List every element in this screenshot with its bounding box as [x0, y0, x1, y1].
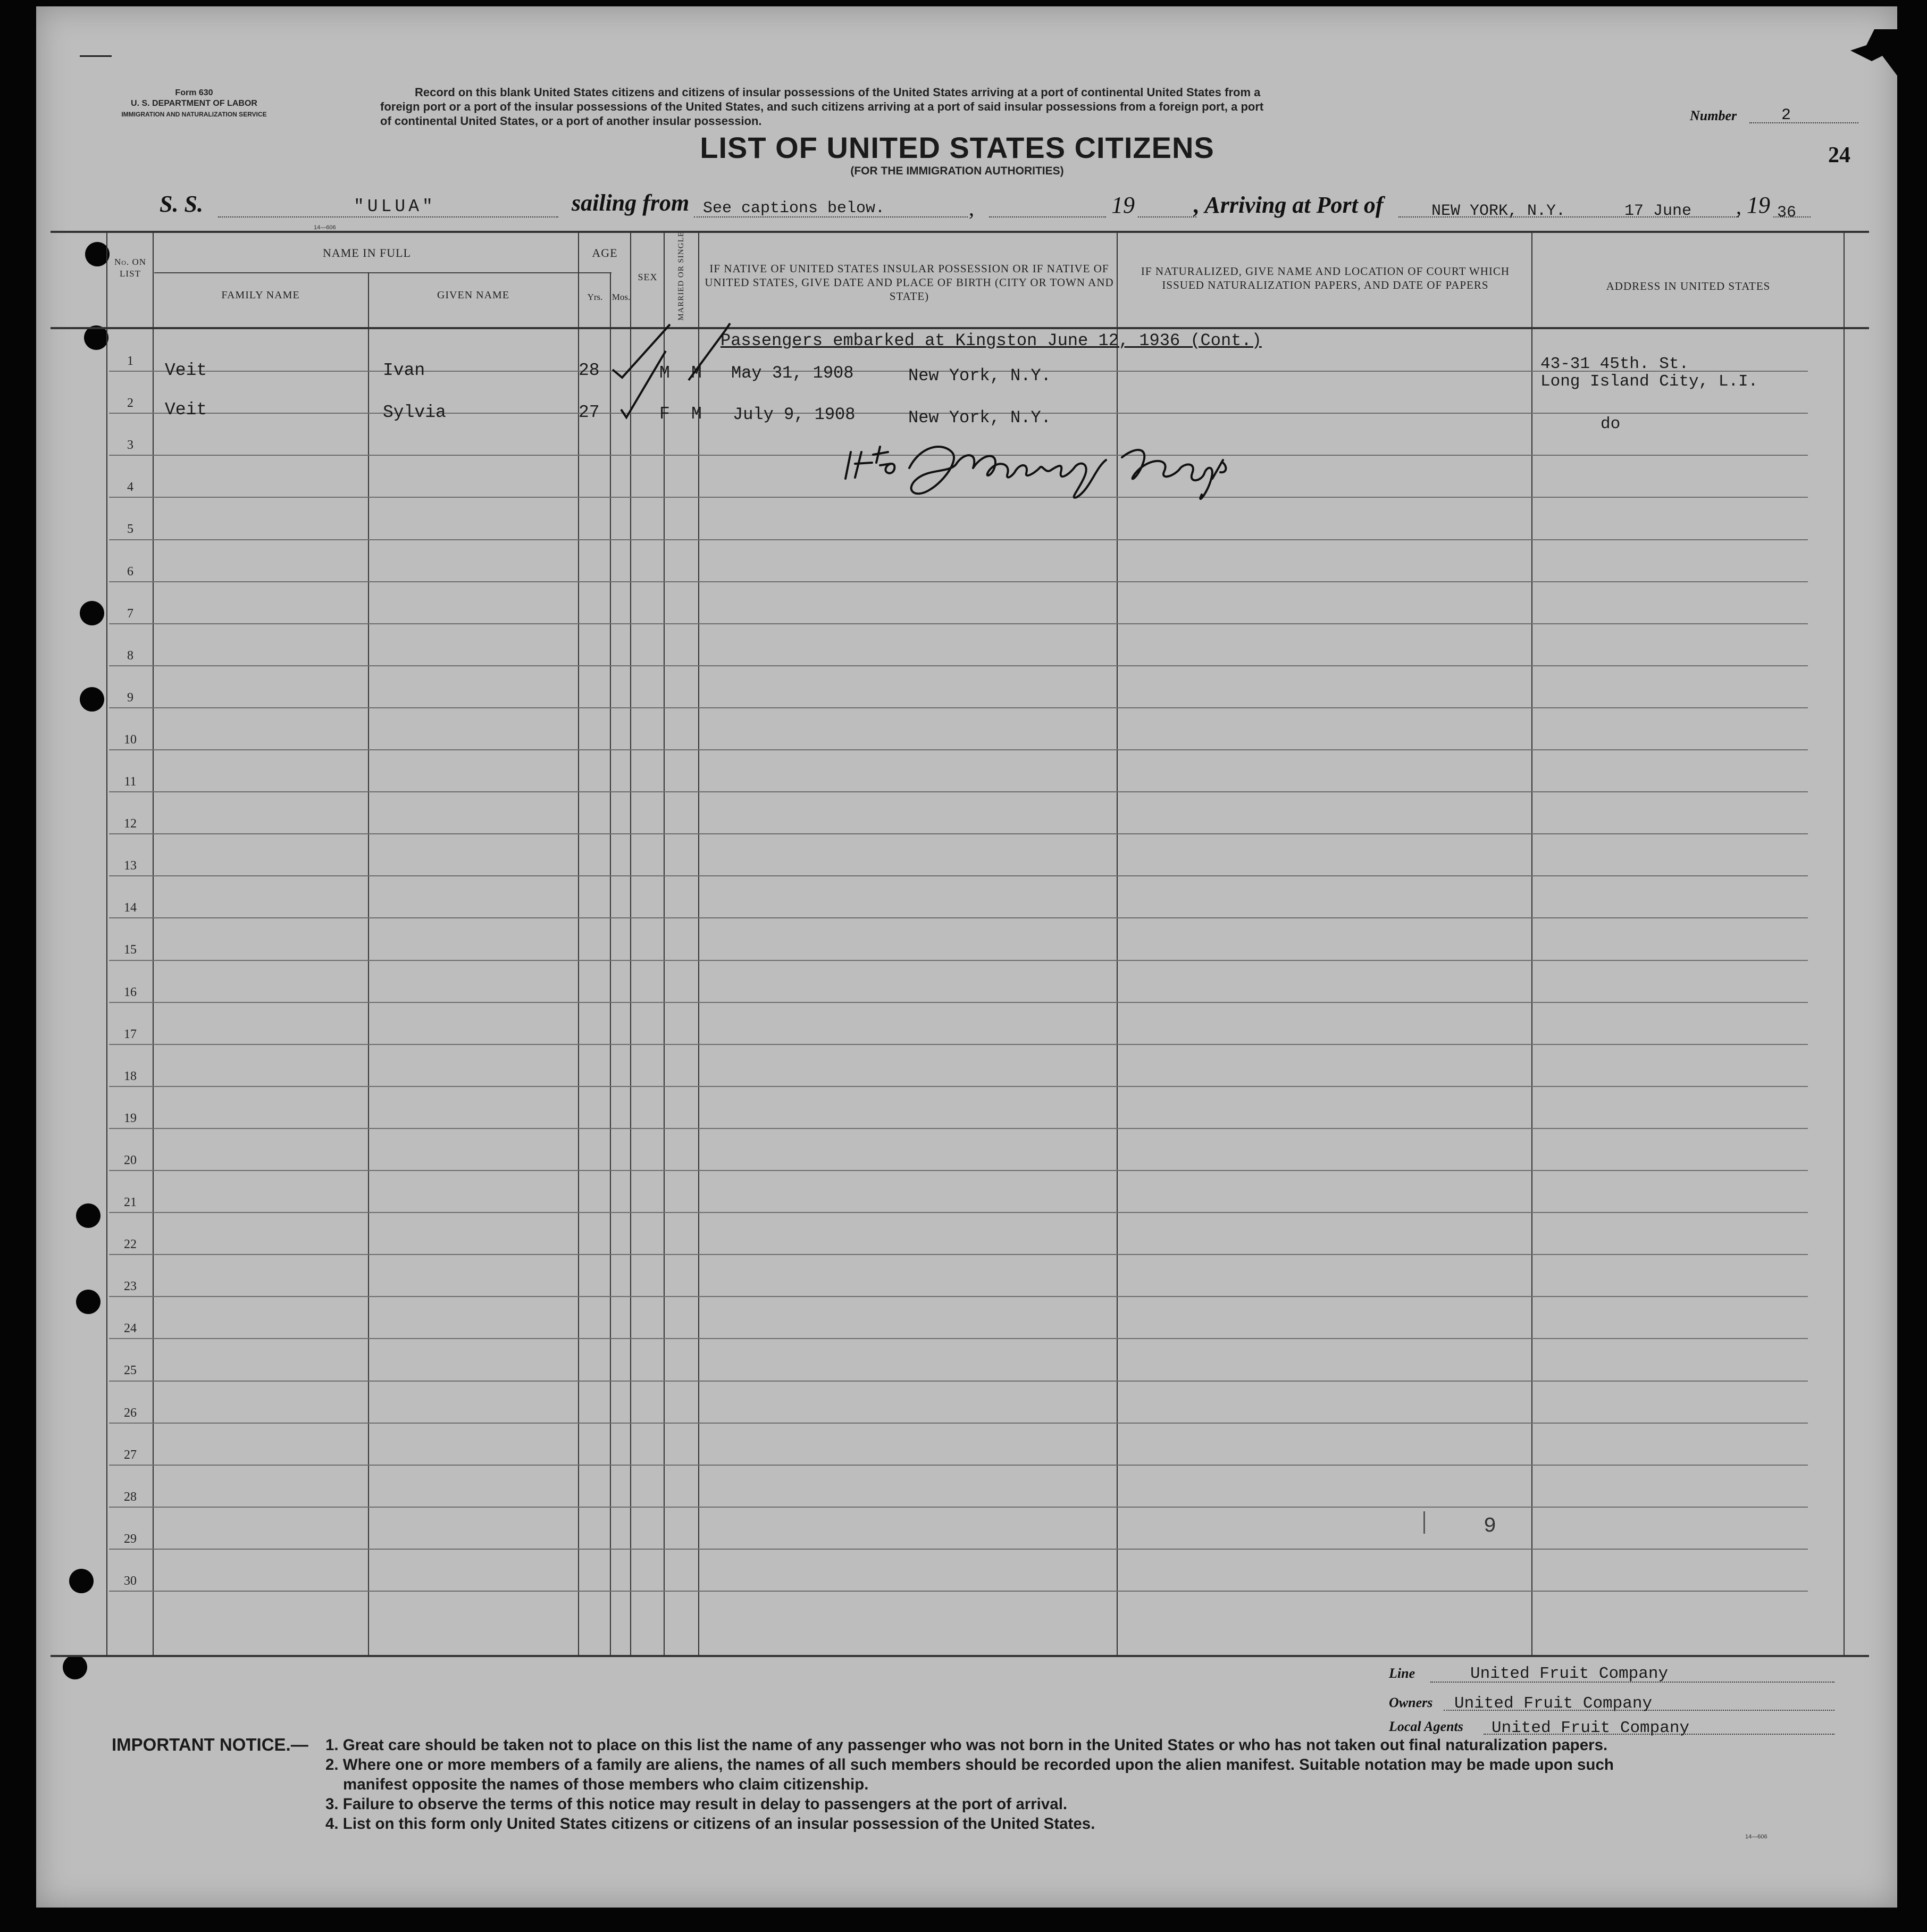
form-number: Form 630 [175, 88, 213, 97]
print-code: 14—606 [314, 224, 336, 231]
sex: M [659, 363, 670, 383]
row-rule [109, 1128, 1808, 1129]
row-rule [109, 1465, 1808, 1466]
notice-item-2: 2. Where one or more members of a family are aliens, the names of all such members should be recorded upon the alien manifest. Suitable notation may be made upon such [325, 1756, 1614, 1774]
punch-hole [80, 601, 104, 625]
instruction-line-1: Record on this blank United States citizens and citizens of insular possessions of the United States arriving at a port of continental United States from a [415, 86, 1261, 99]
instruction-line-3: of continental United States, or a port of another insular possession. [380, 114, 762, 128]
column-divider [578, 232, 579, 1656]
ship-name: "ULUA" [354, 197, 436, 216]
header-yrs: Yrs. [587, 292, 603, 302]
punch-hole [76, 1290, 100, 1314]
row-number: 4 [127, 480, 133, 495]
check-mark [621, 351, 666, 417]
given-name: Sylvia [383, 403, 446, 422]
notice-heading: IMPORTANT NOTICE.— [112, 1735, 308, 1754]
row-number: 5 [127, 522, 133, 537]
agents-label: Local Agents [1389, 1719, 1463, 1734]
column-divider [106, 232, 107, 1656]
notice-item-4: 4. List on this form only United States citizens or citizens of an insular possession of the United States. [325, 1815, 1095, 1833]
age-years: 27 [579, 403, 600, 422]
row-rule [109, 707, 1808, 708]
row-rule [109, 1170, 1808, 1171]
address-line-1: do [1601, 415, 1621, 433]
row-number: 2 [127, 396, 133, 411]
row-rule [109, 1296, 1808, 1297]
arrival-year-prefix: 19 [1747, 192, 1770, 218]
row-number: 29 [124, 1532, 137, 1546]
stray-mark: 9 [1484, 1515, 1497, 1538]
row-rule [109, 623, 1808, 624]
row-rule [109, 1591, 1808, 1592]
header-no-on-list: No. ON LIST [114, 257, 146, 279]
row-number: 13 [124, 859, 137, 873]
row-rule [109, 1086, 1808, 1087]
header-native-birth: IF NATIVE OF UNITED STATES INSULAR POSSESSION OR IF NATIVE OF UNITED STATES, GIVE DATE AND PLACE OF BIRTH (CITY OR TOWN AND STATE) [705, 262, 1114, 303]
marital-status: M [691, 404, 702, 424]
row-rule [109, 917, 1808, 918]
table-bottom-border [51, 1655, 1869, 1657]
row-number: 6 [127, 564, 133, 579]
notice-item-1: 1. Great care should be taken not to place on this list the name of any passenger who was not born in the United States or who has not taken out final naturalization papers. [325, 1736, 1608, 1754]
row-number: 11 [124, 775, 137, 789]
header-name-in-full: NAME IN FULL [323, 246, 411, 260]
birth-date: July 9, 1908 [733, 405, 856, 424]
column-divider [1844, 232, 1845, 1656]
row-rule [109, 1044, 1808, 1045]
header-address: ADDRESS IN UNITED STATES [1606, 280, 1771, 292]
punch-hole [80, 687, 104, 712]
row-number: 9 [127, 690, 133, 705]
column-divider [368, 272, 369, 1656]
arrival-year: 36 [1777, 204, 1797, 222]
column-divider [153, 232, 154, 1656]
header-married-or-single: MARRIED OR SINGLE [677, 231, 685, 321]
header-age: AGE [592, 246, 618, 260]
row-rule [109, 875, 1808, 876]
number-value: 2 [1781, 106, 1791, 124]
department: U. S. DEPARTMENT OF LABOR [131, 99, 257, 108]
row-rule [109, 1212, 1808, 1213]
row-number: 23 [124, 1279, 137, 1294]
birth-date: May 31, 1908 [731, 363, 854, 383]
punch-hole [76, 1203, 100, 1228]
column-divider [664, 232, 665, 1656]
sailing-from: See captions below. [703, 199, 885, 218]
row-number: 24 [124, 1322, 137, 1336]
arriving-label: , Arriving at Port of [1194, 192, 1384, 218]
birth-place: New York, N.Y. [908, 408, 1051, 428]
row-rule [109, 1507, 1808, 1508]
row-number: 27 [124, 1448, 137, 1462]
row-rule [109, 581, 1808, 582]
number-label: Number [1690, 108, 1737, 123]
birth-place: New York, N.Y. [908, 366, 1051, 386]
header-given-name: GIVEN NAME [437, 289, 510, 301]
header-sex: SEX [638, 272, 658, 282]
age-years: 28 [579, 361, 600, 380]
row-rule [109, 1254, 1808, 1255]
row-number: 7 [127, 606, 133, 621]
service: IMMIGRATION AND NATURALIZATION SERVICE [121, 111, 267, 118]
punch-hole [69, 1569, 94, 1593]
row-number: 12 [124, 817, 137, 831]
address-line-1: 43-31 45th. St. [1540, 355, 1689, 373]
address-line-2: Long Island City, L.I. [1540, 372, 1758, 391]
sex: F [659, 404, 670, 424]
year-prefix: 19 [1111, 192, 1135, 218]
row-rule [109, 791, 1808, 792]
column-divider [698, 232, 699, 1656]
notice-item-3: 3. Failure to observe the terms of this notice may result in delay to passengers at the port of arrival. [325, 1795, 1068, 1813]
column-divider [610, 272, 611, 1656]
column-divider [1531, 232, 1532, 1656]
family-name: Veit [165, 361, 207, 380]
table-top-border [51, 231, 1869, 233]
inspector-signature [830, 431, 1281, 516]
header-mos: Mos. [611, 292, 631, 302]
row-number: 28 [124, 1490, 137, 1504]
row-number: 18 [124, 1069, 137, 1083]
page-subtitle: (FOR THE IMMIGRATION AUTHORITIES) [850, 165, 1064, 177]
owners-label: Owners [1389, 1695, 1433, 1710]
row-rule [109, 539, 1808, 540]
row-number: 1 [127, 354, 133, 368]
row-rule [109, 1381, 1808, 1382]
row-number: 14 [124, 901, 137, 915]
check-marks [606, 319, 686, 425]
column-divider [630, 232, 631, 1656]
row-number: 25 [124, 1364, 137, 1378]
instruction-line-2: foreign port or a port of the insular possessions of the United States, and such citizens arriving at a port of said insular possessions from a foreign port, a port [380, 100, 1264, 113]
arrival-port: NEW YORK, N.Y. [1431, 202, 1566, 220]
row-number: 21 [124, 1195, 137, 1209]
row-rule [109, 833, 1808, 834]
caption-slash [683, 319, 731, 383]
row-number: 19 [124, 1111, 137, 1125]
line-value: United Fruit Company [1470, 1665, 1669, 1683]
owners-value: United Fruit Company [1454, 1694, 1653, 1713]
torn-corner [1850, 29, 1898, 77]
ss-label: S. S. [160, 191, 203, 217]
instructions [380, 85, 1587, 128]
row-rule [109, 1549, 1808, 1550]
page-number: 24 [1828, 143, 1850, 168]
row-rule [109, 665, 1808, 666]
caption-text: Passengers embarked at Kingston June 12, 1936 (Cont.) [720, 331, 1262, 350]
check-mark [613, 324, 670, 378]
sailing-label: sailing from [572, 190, 690, 216]
row-number: 16 [124, 985, 137, 999]
row-rule [109, 1002, 1808, 1003]
marital-status: M [691, 363, 702, 383]
family-name: Veit [165, 400, 207, 420]
row-number: 30 [124, 1574, 137, 1588]
form-id [101, 88, 287, 120]
row-number: 10 [124, 732, 137, 747]
row-number: 22 [124, 1237, 137, 1252]
header-naturalized: IF NATURALIZED, GIVE NAME AND LOCATION OF COURT WHICH ISSUED NATURALIZATION PAPERS, AND DATE OF PAPERS [1141, 265, 1510, 291]
agents-value: United Fruit Company [1492, 1719, 1690, 1737]
row-rule [109, 1423, 1808, 1424]
table-header-bottom [51, 327, 1869, 329]
page-title: LIST OF UNITED STATES CITIZENS [700, 131, 1214, 164]
row-number: 17 [124, 1027, 137, 1041]
row-number: 26 [124, 1406, 137, 1420]
row-rule [109, 749, 1808, 750]
punch-hole [63, 1655, 87, 1679]
given-name: Ivan [383, 361, 425, 380]
row-rule [109, 1338, 1808, 1339]
notice-item-2-cont: manifest opposite the names of those members who claim citizenship. [343, 1776, 869, 1793]
row-number: 15 [124, 943, 137, 957]
bottom-print-code: 14—606 [1745, 1834, 1767, 1840]
header-family-name: FAMILY NAME [221, 289, 300, 301]
row-number: 20 [124, 1153, 137, 1167]
row-number: 8 [127, 648, 133, 663]
arrival-date: 17 June [1624, 202, 1692, 220]
row-number: 3 [127, 438, 133, 453]
row-rule [109, 960, 1808, 961]
line-label: Line [1389, 1666, 1415, 1681]
